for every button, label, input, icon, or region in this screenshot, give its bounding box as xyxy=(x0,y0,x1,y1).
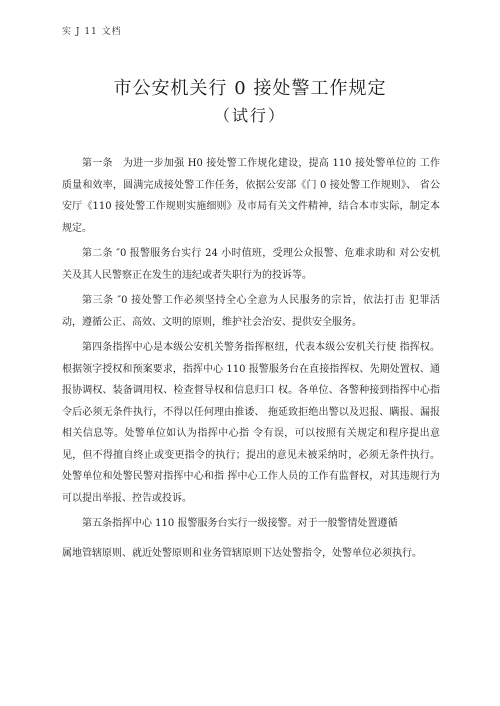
document-body xyxy=(62,153,440,568)
article-4: 第四条指挥中心是本级公安机关警务指挥枢纽，代表本级公安机关行使 指挥权。根据领字授权和预案要求，指挥中心 110 报警服务台在直接指挥权、先期处置权、通报协调权、装备调用权、检查督导权和信息归口 权。各单位、各警种接到指挥中心指令后必须无条件执行，不得以任何理由推诿、 拖延致拒绝出警以及迟报、瞒报、漏报相关信息等。处警单位如认为指挥中心指 令有误，可以按照有关规定和程序提出意见，但不得擅自终止或变更指令的执行；提出的意见未被采纳时，必须无条件执行。处警单位和处警民警对指挥中心和指 挥中心工作人员的工作有监督权，对其违规行为可以提出举报、控告或投诉。 xyxy=(62,342,440,504)
article-2: 第二条 ″0 报警服务台实行 24 小时值班，受理公众报警、危难求助和 对公安机关及其人民警察正在发生的违纪或者失职行为的投诉等。 xyxy=(62,248,440,281)
document-subtitle: （试行） xyxy=(213,106,286,125)
article-5-continued: 属地管辖原则、就近处警原则和业务管辖原则下达处警指令，处警单位必须执行。 xyxy=(62,547,422,559)
article-5: 第五条指挥中心 110 报警服务台实行一级接警。对于一般警情处置遵循 xyxy=(82,518,398,529)
page-header: 实 J 11 文档 xyxy=(62,27,122,37)
article-1: 第一条 为进一步加强 H0 接处警工作规化建设，提高 110 接处警单位的 工作质量和效率，圆满完成接处警工作任务，依据公安部《门 0 接处警工作规则》、 省公安厅《110 接处警工作规则实施细则》及市局有关文件精神，结合本市实际，制定本规定。 xyxy=(62,158,440,234)
article-3: 第三条 ″0 接处警工作必须坚持全心全意为人民服务的宗旨，依法打击 犯罪活动，遵循公正、高效、文明的原则，维护社会治安、提供安全服务。 xyxy=(62,295,440,328)
document-title: 市公安机关行 0 接处警工作规定 xyxy=(113,78,387,99)
